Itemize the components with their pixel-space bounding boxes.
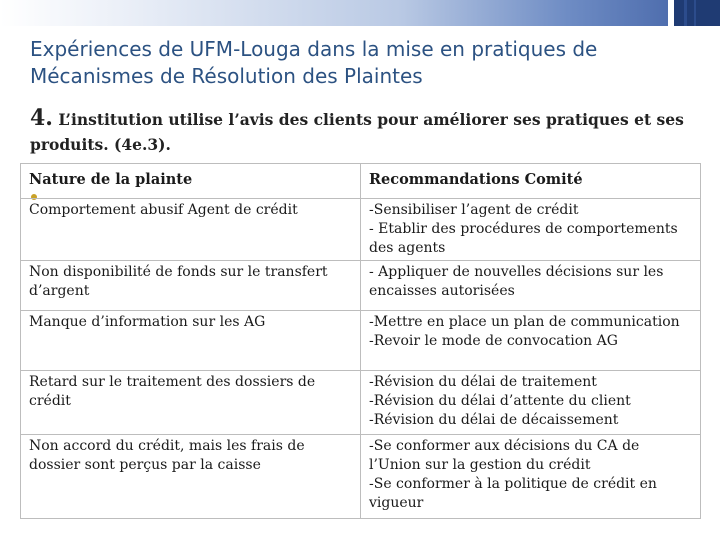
recommendations-cell xyxy=(361,199,701,261)
subtitle-number: 4. xyxy=(30,105,53,131)
slide-title-line-1: Expériences de UFM-Louga dans la mise en pratiques de xyxy=(30,37,598,61)
gradient-band xyxy=(0,0,668,26)
recommendation-item: -Se conformer aux décisions du CA de l’Union sur la gestion du crédit xyxy=(369,438,640,473)
corner-stripe xyxy=(694,0,696,26)
complaint-nature-cell: Manque d’information sur les AG xyxy=(21,311,361,371)
recommendation-item: -Sensibiliser l’agent de crédit xyxy=(369,202,579,218)
complaint-nature-cell: Non disponibilité de fonds sur le transfert d’argent xyxy=(21,261,361,311)
complaint-nature-cell: Non accord du crédit, mais les frais de dossier sont perçus par la caisse xyxy=(21,435,361,519)
recommendation-item: -Révision du délai de décaissement xyxy=(369,412,619,428)
recommendation-item: -Révision du délai d’attente du client xyxy=(369,393,631,409)
column-header-nature: Nature de la plainte xyxy=(21,164,361,199)
recommendations-cell xyxy=(361,261,701,311)
table-row xyxy=(21,311,701,371)
table-row xyxy=(21,371,701,435)
table-row xyxy=(21,261,701,311)
slide-subtitle xyxy=(30,106,710,157)
corner-block xyxy=(674,0,720,26)
recommendation-item: -Mettre en place un plan de communication xyxy=(369,314,680,330)
recommendation-item: - Etablir des procédures de comportements des agents xyxy=(369,221,678,256)
recommendations-cell xyxy=(361,311,701,371)
recommendations-cell xyxy=(361,435,701,519)
header-decoration-bar xyxy=(0,0,720,26)
table-row xyxy=(21,199,701,261)
recommendations-cell xyxy=(361,371,701,435)
subtitle-text: L’institution utilise l’avis des clients pour améliorer ses pratiques et ses produits. (4e.3). xyxy=(30,110,684,154)
complaints-table xyxy=(20,163,701,519)
complaint-nature-cell: Retard sur le traitement des dossiers de crédit xyxy=(21,371,361,435)
recommendation-item: -Revoir le mode de convocation AG xyxy=(369,333,618,349)
slide-title xyxy=(30,36,710,90)
recommendation-item: - Appliquer de nouvelles décisions sur les encaisses autorisées xyxy=(369,264,664,299)
recommendation-item: -Se conformer à la politique de crédit en vigueur xyxy=(369,476,657,511)
table-row xyxy=(21,435,701,519)
corner-stripe xyxy=(684,0,687,26)
recommendation-item: -Révision du délai de traitement xyxy=(369,374,597,390)
column-header-recommendations: Recommandations Comité xyxy=(361,164,701,199)
table-header-row xyxy=(21,164,701,199)
slide-title-line-2: Mécanismes de Résolution des Plaintes xyxy=(30,64,423,88)
complaint-nature-cell: Comportement abusif Agent de crédit xyxy=(21,199,361,261)
